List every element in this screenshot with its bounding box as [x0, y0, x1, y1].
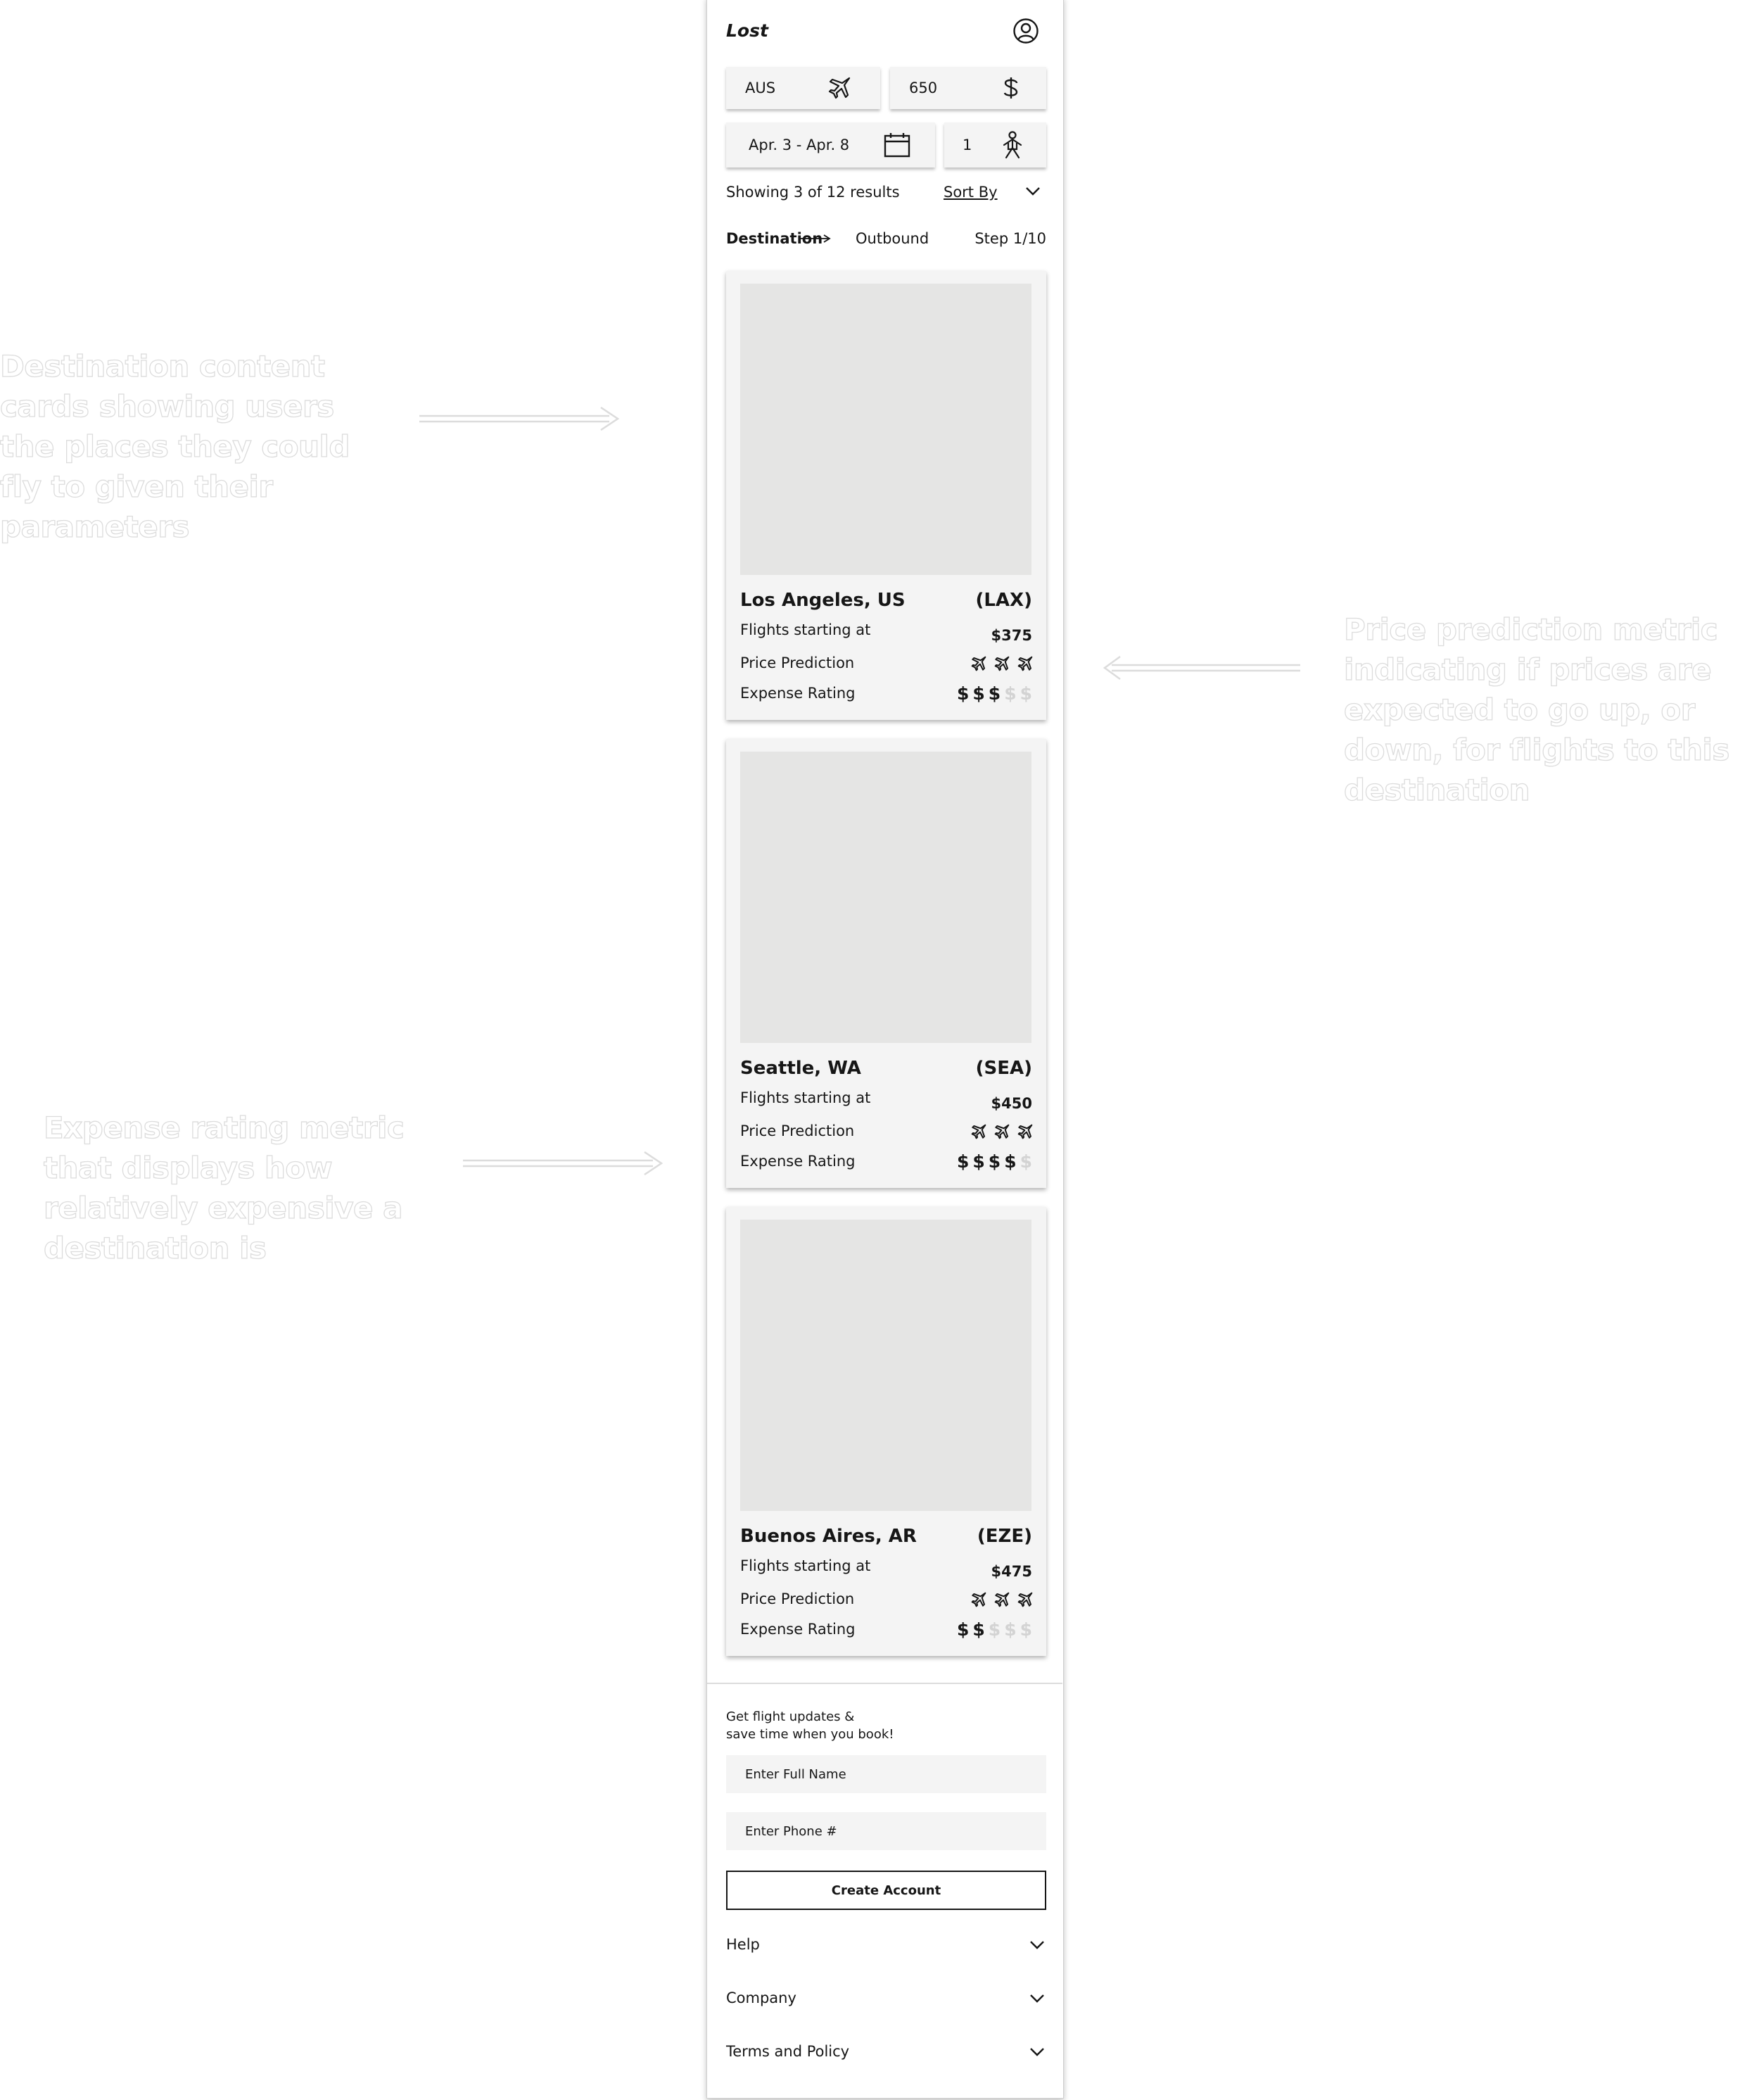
annotation-arrow-right-icon: [463, 1151, 664, 1175]
destination-image-placeholder: [740, 1220, 1031, 1511]
dollar-empty-icon: $: [1004, 683, 1017, 704]
chevron-down-icon[interactable]: [1029, 1940, 1045, 1950]
dollar-filled-icon: $: [972, 683, 985, 704]
footer-item-help[interactable]: [726, 1932, 1046, 1960]
airplane-icon: [1017, 1591, 1034, 1608]
dollar-empty-icon: $: [988, 1619, 1001, 1640]
dollar-filled-icon: $: [956, 1619, 970, 1640]
price-prediction-icons: [970, 1591, 1034, 1608]
phone-frame: [706, 0, 1064, 2099]
expense-rating-label: Expense Rating: [740, 685, 856, 702]
footer-item-label: Help: [726, 1936, 760, 1953]
app-logo[interactable]: Lost: [726, 20, 768, 41]
airplane-icon: [1017, 1123, 1034, 1140]
annotation-expense-rating: Expense rating metric that displays how relatively expensive a destination is: [44, 1111, 405, 1265]
airplane-icon: [1017, 655, 1034, 672]
full-name-input[interactable]: [726, 1755, 1046, 1793]
budget-field[interactable]: [890, 67, 1046, 109]
chevron-down-icon[interactable]: [1029, 2047, 1045, 2057]
dates-field[interactable]: [726, 122, 935, 167]
dollar-empty-icon: $: [1004, 1619, 1017, 1640]
expense-rating-dollars: [957, 1151, 1032, 1172]
destination-card[interactable]: [726, 1207, 1046, 1656]
flights-label: Flights starting at: [740, 1557, 871, 1574]
destination-city: Buenos Aires, AR: [740, 1526, 917, 1547]
travelers-value: 1: [963, 137, 972, 153]
dollar-filled-icon: $: [988, 1151, 1001, 1172]
airport-code: (LAX): [975, 590, 1032, 611]
airplane-icon: [827, 75, 852, 101]
travelers-field[interactable]: [944, 122, 1046, 167]
budget-value: 650: [909, 80, 938, 96]
airplane-icon: [993, 655, 1010, 672]
airplane-icon: [970, 655, 987, 672]
airport-code: (EZE): [977, 1526, 1032, 1547]
destination-card[interactable]: [726, 739, 1046, 1188]
airplane-icon: [970, 1591, 987, 1608]
dollar-icon: [1003, 76, 1020, 100]
annotation-arrow-left-icon: [1103, 656, 1300, 680]
dollar-filled-icon: $: [988, 683, 1001, 704]
price-prediction-label: Price Prediction: [740, 1590, 855, 1607]
expense-rating-label: Expense Rating: [740, 1621, 856, 1638]
price-prediction-icons: [970, 655, 1034, 672]
signup-line-2: save time when you book!: [726, 1727, 894, 1742]
footer-item-label: Company: [726, 1990, 796, 2006]
chevron-down-icon[interactable]: [1029, 1994, 1045, 2004]
person-icon: [1001, 131, 1024, 159]
annotation-destination-cards: Destination content cards showing users the places they could fly to given their parameters: [0, 349, 350, 544]
destination-image-placeholder: [740, 284, 1031, 575]
dollar-empty-icon: $: [1020, 1619, 1032, 1640]
airplane-icon: [993, 1123, 1010, 1140]
flight-price: $475: [991, 1563, 1032, 1580]
calendar-icon: [884, 132, 910, 158]
airport-code: (SEA): [975, 1058, 1032, 1079]
flights-label: Flights starting at: [740, 1089, 871, 1106]
price-prediction-label: Price Prediction: [740, 654, 855, 671]
phone-input[interactable]: [726, 1812, 1046, 1850]
airplane-icon: [970, 1123, 987, 1140]
destination-card[interactable]: [726, 271, 1046, 720]
signup-line-1: Get flight updates &: [726, 1709, 855, 1724]
origin-field[interactable]: [726, 67, 880, 109]
user-circle-icon[interactable]: [1012, 18, 1039, 44]
footer-item-label: Terms and Policy: [726, 2043, 850, 2060]
dates-value: Apr. 3 - Apr. 8: [749, 137, 850, 153]
flight-price: $450: [991, 1095, 1032, 1112]
dollar-empty-icon: $: [1020, 1151, 1032, 1172]
dollar-filled-icon: $: [956, 1151, 970, 1172]
footer-item-terms[interactable]: [726, 2039, 1046, 2067]
expense-rating-label: Expense Rating: [740, 1153, 856, 1170]
dollar-empty-icon: $: [1020, 683, 1032, 704]
dollar-filled-icon: $: [956, 683, 970, 704]
step-next[interactable]: Outbound: [856, 230, 929, 247]
destination-city: Los Angeles, US: [740, 590, 906, 611]
destination-city: Seattle, WA: [740, 1058, 861, 1079]
flight-price: $375: [991, 627, 1032, 644]
chevron-down-icon[interactable]: [1025, 186, 1041, 196]
dollar-filled-icon: $: [972, 1151, 985, 1172]
dollar-filled-icon: $: [972, 1619, 985, 1640]
section-divider: [707, 1683, 1062, 1684]
dollar-filled-icon: $: [1004, 1151, 1017, 1172]
sort-by-link[interactable]: Sort By: [944, 184, 998, 201]
annotation-arrow-right-icon: [419, 407, 621, 431]
expense-rating-dollars: [957, 1619, 1032, 1640]
origin-value: AUS: [745, 80, 776, 96]
signup-prompt: [726, 1708, 894, 1743]
destination-image-placeholder: [740, 752, 1031, 1043]
results-summary: Showing 3 of 12 results: [726, 184, 900, 201]
flights-label: Flights starting at: [740, 621, 871, 638]
step-current: Destination: [726, 230, 823, 247]
create-account-button[interactable]: Create Account: [726, 1871, 1046, 1910]
expense-rating-dollars: [957, 683, 1032, 704]
long-arrow-right-icon: [799, 234, 831, 243]
footer-item-company[interactable]: [726, 1985, 1046, 2013]
airplane-icon: [993, 1591, 1010, 1608]
price-prediction-label: Price Prediction: [740, 1122, 855, 1139]
annotation-price-prediction: Price prediction metric indicating if prices are expected to go up, or down, for flights to this destination: [1344, 612, 1729, 807]
price-prediction-icons: [970, 1123, 1034, 1140]
step-counter: Step 1/10: [974, 230, 1046, 247]
